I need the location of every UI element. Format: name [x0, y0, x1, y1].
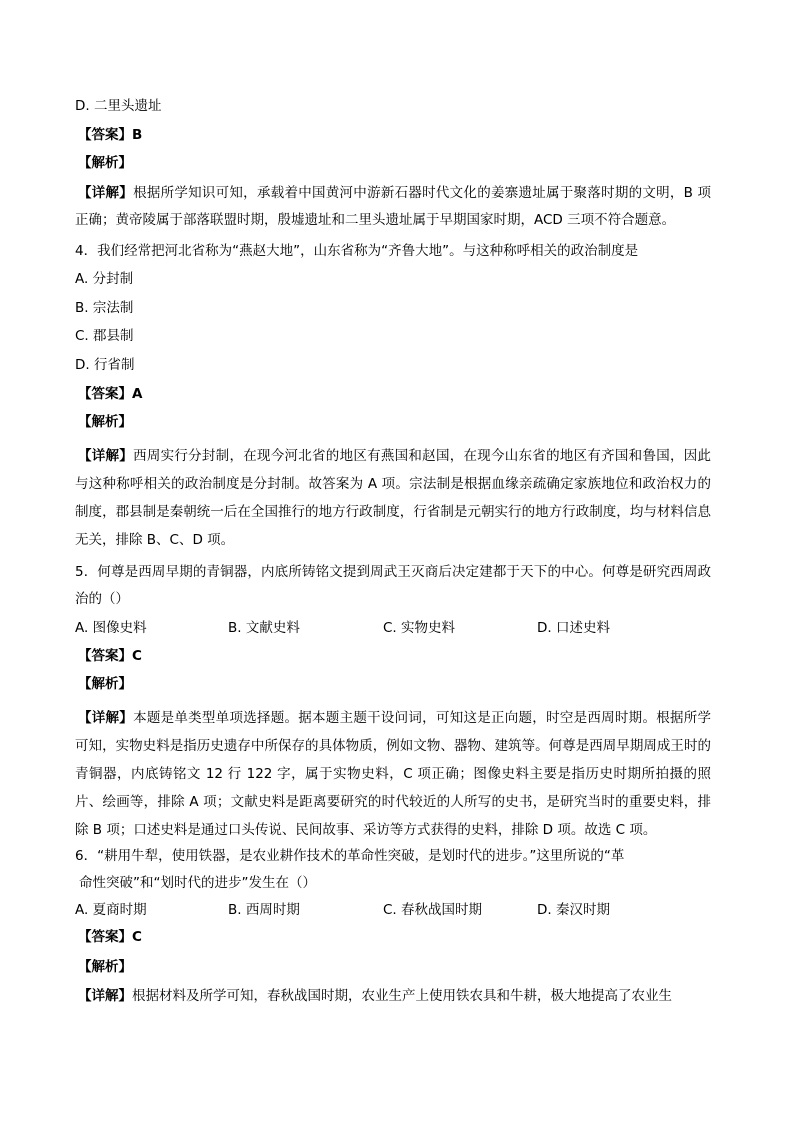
- q6-detail: [78, 986, 672, 1006]
- q5-option-a: A. 图像史料: [75, 620, 147, 636]
- q4-detail-text: 西周实行分封制，在现今河北省的地区有燕国和赵国，在现今山东省的地区有齐国和鲁国，因此与这种称呼相关的政治制度是分封制。故答案为 A 项。宗法制是根据血缘亲疏确定家族地位和政治权力的制度，郡县制是秦朝统一后在全国推行的地方行政制度，行省制是元朝实行的地方行政制度，均与材料信息无关，排除 B、C、D 项。: [75, 448, 712, 548]
- q4-analysis-heading: 【解析】: [78, 414, 132, 430]
- q6-analysis-heading: 【解析】: [78, 959, 132, 975]
- q4-option-d: D. 行省制: [75, 357, 135, 373]
- q5-detail-tag: 【详解】: [78, 710, 134, 726]
- q6-option-c: C. 春秋战国时期: [383, 902, 483, 918]
- q6-option-a: A. 夏商时期: [75, 902, 147, 918]
- q4-option-b: B. 宗法制: [75, 300, 134, 316]
- q6-option-d: D. 秦汉时期: [537, 902, 610, 918]
- q5-option-d: D. 口述史料: [537, 620, 610, 636]
- q4-stem: 4．我们经常把河北省称为“燕赵大地”，山东省称为“齐鲁大地”。与这种称呼相关的政治制度是: [75, 243, 639, 259]
- q5-detail: [75, 704, 711, 844]
- q5-stem: 5．何尊是西周早期的青铜器，内底所铸铭文提到周武王灭商后决定建都于天下的中心。何尊是研究西周政治的（）: [75, 564, 711, 607]
- q4-option-c: C. 郡县制: [75, 328, 134, 344]
- q6-detail-tag: 【详解】: [78, 988, 132, 1004]
- q3-answer: 【答案】B: [78, 127, 143, 143]
- q3-analysis-heading: 【解析】: [78, 155, 132, 171]
- q3-detail-tag: 【详解】: [78, 185, 134, 201]
- q4-detail: [75, 442, 711, 554]
- q6-stem-line-1: 6．“耕用牛犁，使用铁器，是农业耕作技术的革命性突破，是划时代的进步。”这里所说的“革: [75, 848, 625, 864]
- q3-detail-text: 根据所学知识可知，承载着中国黄河中游新石器时代文化的姜寨遗址属于聚落时期的文明，B 项正确；黄帝陵属于部落联盟时期，殷墟遗址和二里头遗址属于早期国家时期，ACD 三项不符合题意。: [75, 185, 711, 228]
- q3-detail: [75, 180, 711, 234]
- q4-answer: 【答案】A: [78, 386, 143, 402]
- q3-option-d: D. 二里头遗址: [75, 98, 162, 114]
- q5-answer: 【答案】C: [78, 648, 142, 664]
- q4-detail-tag: 【详解】: [78, 448, 134, 464]
- q6-stem-line-2: 命性突破”和“划时代的进步”发生在（）: [79, 875, 316, 891]
- q4-option-a: A. 分封制: [75, 271, 134, 287]
- q5-detail-text: 本题是单类型单项选择题。据本题主题干设问词，可知这是正向题，时空是西周时期。根据所学可知，实物史料是指历史遗存中所保存的具体物质，例如文物、器物、建筑等。何尊是西周早期周成王时的青铜器，内底铸铭文 12 行 122 字，属于实物史料，C 项正确；图像史料主要是指历史时期所拍摄的照片、绘画等，排除 A 项；文献史料是距离要研究的时代较近的人所写的史书，是研究当时的重要史料，排除 B 项；口述史料是通过口头传说、民间故事、采访等方式获得的史料，排除 D 项。故选 C 项。: [75, 710, 712, 838]
- q6-answer: 【答案】C: [78, 929, 142, 945]
- q6-option-b: B. 西周时期: [228, 902, 300, 918]
- q5-option-b: B. 文献史料: [228, 620, 300, 636]
- q5-option-c: C. 实物史料: [383, 620, 456, 636]
- q5-analysis-heading: 【解析】: [78, 676, 132, 692]
- q6-detail-text: 根据材料及所学可知，春秋战国时期，农业生产上使用铁农具和牛耕，极大地提高了农业生: [132, 988, 672, 1004]
